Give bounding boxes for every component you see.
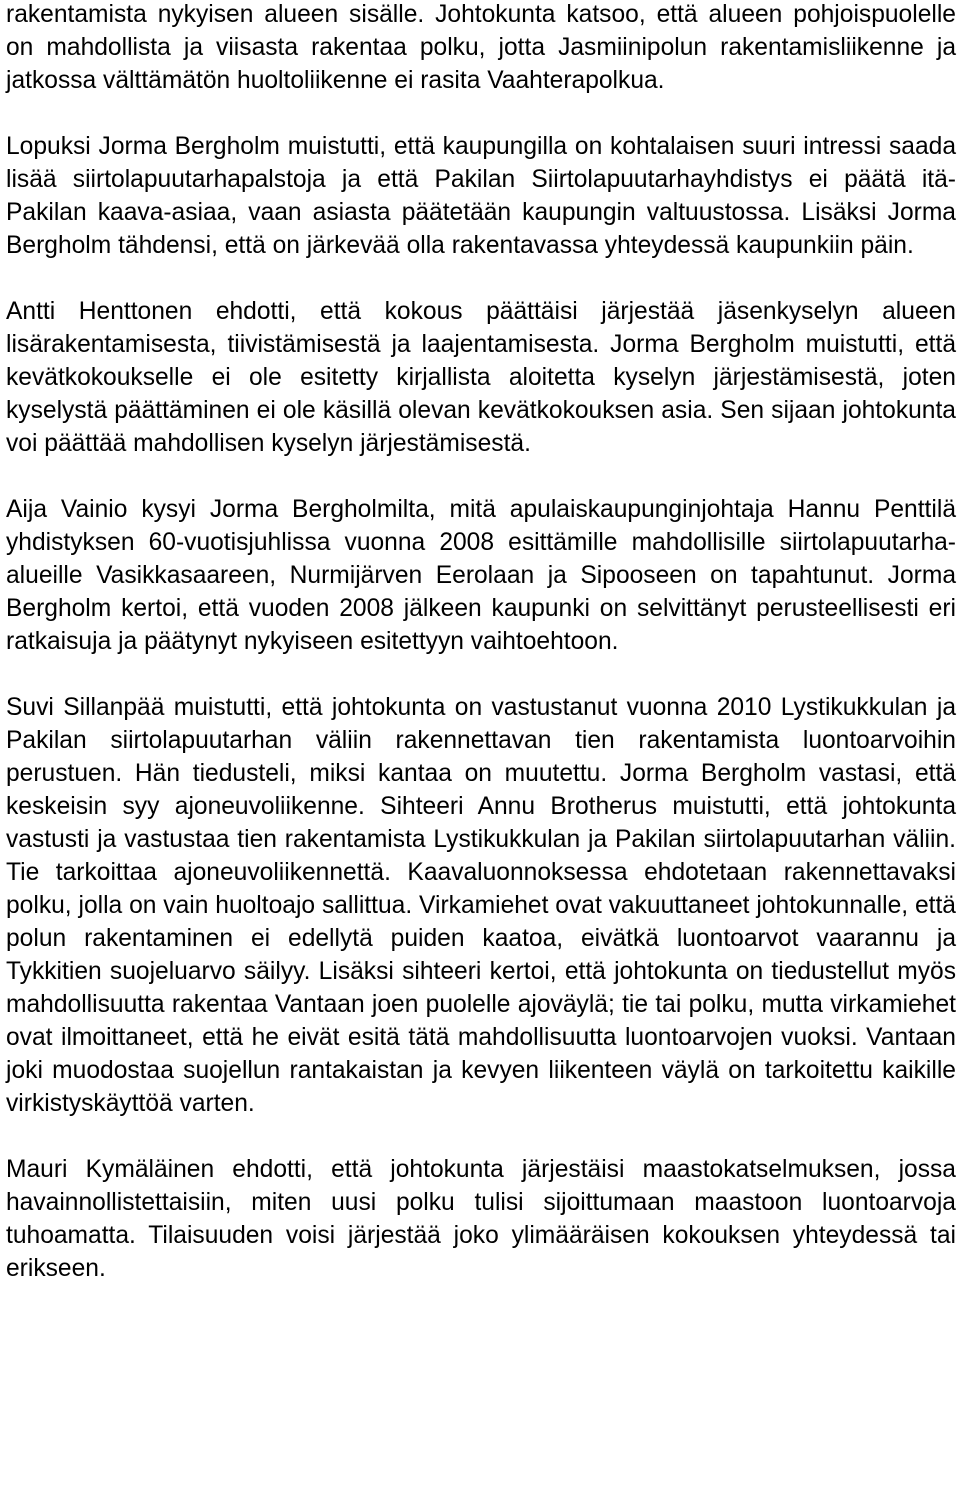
paragraph-henttonen-survey: Antti Henttonen ehdotti, että kokous päättäisi järjestää jäsenkyselyn alueen lisärakentamisesta, tiivistämisestä ja laajentamisesta. Jorma Bergholm muistutti, että kevätkokoukselle ei ole esitetty kirjallista aloitetta kyselyn järjestämisestä, joten kyselystä päättäminen ei ole käsillä olevan kevätkokouksen asia. Sen sijaan johtokunta voi päättää mahdollisen kyselyn järjestämisestä. (6, 298, 956, 457)
document-page (6, 0, 956, 1285)
paragraph-construction-continuation: rakentamista nykyisen alueen sisälle. Johtokunta katsoo, että alueen pohjoispuolelle on mahdollista ja viisasta rakentaa polku, jotta Jasmiinipolun rakentamisliikenne ja jatkossa välttämätön huoltoliikenne ei rasita Vaahterapolkua. (6, 1, 956, 94)
paragraph-kymalainen-inspection: Mauri Kymäläinen ehdotti, että johtokunta järjestäisi maastokatselmuksen, jossa havainnollistettaisiin, miten uusi polku tulisi sijoittumaan maastoon luontoarvoja tuhoamatta. Tilaisuuden voisi järjestää joko ylimääräisen kokouksen yhteydessä tai erikseen. (6, 1156, 956, 1282)
paragraph-bergholm-interest: Lopuksi Jorma Bergholm muistutti, että kaupungilla on kohtalaisen suuri intressi saada lisää siirtolapuutarhapalstoja ja että Pakilan Siirtolapuutarhayhdistys ei päätä itä-Pakilan kaava-asiaa, vaan asiasta päätetään kaupungin valtuustossa. Lisäksi Jorma Bergholm tähdensi, että on järkevää olla rakentavassa yhteydessä kaupunkiin päin. (6, 133, 956, 259)
paragraph-sillanpaa-road: Suvi Sillanpää muistutti, että johtokunta on vastustanut vuonna 2010 Lystikukkulan ja Pakilan siirtolapuutarhan väliin rakennettavan tien rakentamista luontoarvoihin perustuen. Hän tiedusteli, miksi kantaa on muutettu. Jorma Bergholm vastasi, että keskeisin syy ajoneuvoliikenne. Sihteeri Annu Brotherus muistutti, että johtokunta vastusti ja vastustaa tien rakentamista Lystikukkulan ja Pakilan siirtolapuutarhan väliin. Tie tarkoittaa ajoneuvoliikennettä. Kaavaluonnoksessa ehdotetaan rakennettavaksi polku, jolla on vain huoltoajo sallittua. Virkamiehet ovat vakuuttaneet johtokunnalle, että polun rakentaminen ei edellytä puiden kaatoa, eivätkä luontoarvot vaarannu ja Tykkitien suojeluarvo säilyy. Lisäksi sihteeri kertoi, että johtokunta on tiedustellut myös mahdollisuutta rakentaa Vantaan joen puolelle ajoväylä; tie tai polku, mutta virkamiehet ovat ilmoittaneet, että he eivät esitä tätä mahdollisuutta luontoarvojen vuoksi. Vantaan joki muodostaa suojellun rantakaistan ja kevyen liikenteen väylä on tarkoitettu kaikille virkistyskäyttöä varten. (6, 694, 956, 1117)
paragraph-vainio-question: Aija Vainio kysyi Jorma Bergholmilta, mitä apulaiskaupunginjohtaja Hannu Penttilä yhdistyksen 60-vuotisjuhlissa vuonna 2008 esittämille mahdollisille siirtolapuutarha-alueille Vasikkasaareen, Nurmijärven Eerolaan ja Sipooseen on tapahtunut. Jorma Bergholm kertoi, että vuoden 2008 jälkeen kaupunki on selvittänyt perusteellisesti eri ratkaisuja ja päätynyt nykyiseen esitettyyn vaihtoehtoon. (6, 496, 956, 655)
